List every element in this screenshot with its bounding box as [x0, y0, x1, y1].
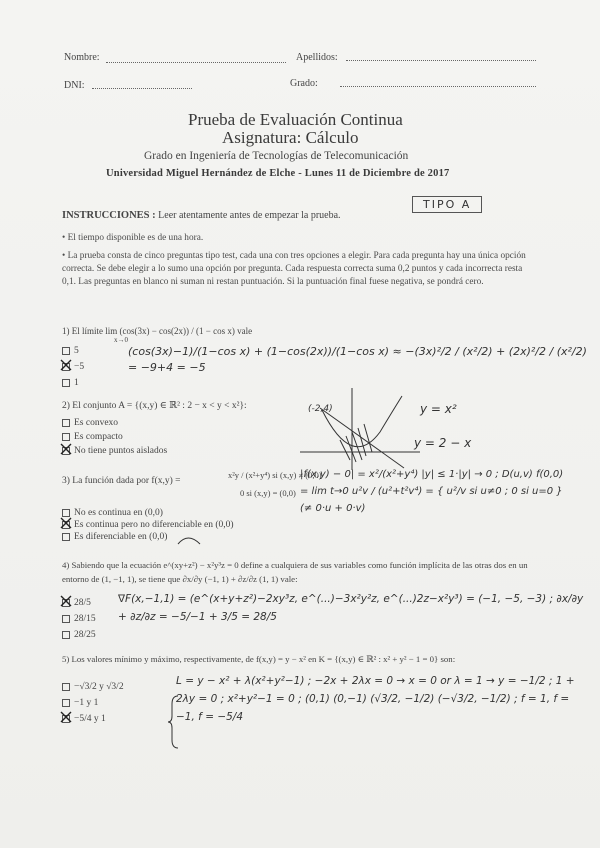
q2-label-parabola: y = x² [420, 402, 457, 416]
question-1-text: 1) El límite lim (cos(3x) − cos(2x)) / (1 − cos x) vale [62, 326, 253, 336]
option-label: No tiene puntos aislados [74, 446, 168, 456]
exam-degree: Grado en Ingeniería de Tecnologías de Telecomunicación [144, 150, 409, 162]
apellidos-label: Apellidos: [296, 52, 338, 63]
question-5-text: 5) Los valores mínimo y máximo, respectivamente, de f(x,y) = y − x² en K = {(x,y) ∈ ℝ² : x² + y² − 1 = 0} son: [62, 654, 456, 664]
option-label: Es compacto [74, 432, 123, 442]
q4-answer-mark [61, 596, 71, 606]
question-3-piece-2: 0 si (x,y) = (0,0) [240, 488, 296, 498]
q2-label-point: (-2,4) [308, 404, 333, 414]
nombre-label: Nombre: [64, 52, 100, 63]
option-label: Es diferenciable en (0,0) [74, 532, 168, 542]
q2-answer-mark [61, 444, 71, 454]
question-3-handwritten-work: |f(x,y) − 0| = x²/(x²+y⁴) |y| ≤ 1·|y| → 0 ; D(u,v) f(0,0) = lim t→0 u²v / (u²+t²v⁴) = { u²/v si u≠0 ; 0 si u=0 } (≠ 0·u + 0·v) [300, 469, 564, 514]
bullet-icon: • [62, 251, 68, 261]
instructions-heading-text: Leer atentamente antes de empezar la prueba. [158, 210, 341, 221]
exam-type-box: TIPO A [412, 196, 482, 213]
option-label: −5/4 y 1 [74, 714, 106, 724]
exam-university-date: Universidad Miguel Hernández de Elche - Lunes 11 de Diciembre de 2017 [106, 168, 450, 179]
option-label: −5 [74, 362, 85, 372]
option-label: −1 y 1 [74, 698, 99, 708]
question-1-limit-sub: x→0 [114, 336, 128, 344]
question-5-handwritten-work: L = y − x² + λ(x²+y²−1) ; −2x + 2λx = 0 → x = 0 or λ = 1 → y = −1/2 ; 1 + 2λy = 0 ; x²+y²−1 = 0 ; (0,1) (0,−1) (√3/2, −1/2) (−√3/2, −1/2) ; f = 1, f = −1, f = −5/4 [176, 675, 575, 723]
instructions-heading: INSTRUCCIONES : [62, 210, 156, 221]
question-3-piece-1: x²y / (x²+y⁴) si (x,y) ≠ (0,0) [228, 470, 322, 480]
q2-sketch [300, 388, 420, 470]
q5-brace [168, 696, 178, 748]
dni-label: DNI: [64, 80, 85, 91]
option-label: 28/5 [74, 598, 91, 608]
option-label: Es convexo [74, 418, 119, 428]
q3-answer-mark [61, 518, 71, 528]
instruction-bullet-text: La prueba consta de cinco preguntas tipo test, cada una con tres opciones a elegir. Para cada pregunta hay una única opción correcta. Se debe elegir a lo sumo una opción por pregunta. Cada respuesta correcta suma 0,2 puntos y cada incorrecta resta 0,1. Las preguntas en blanco ni suman ni restan puntuación. Si la puntuación final fuese negativa, se pondrá cero. [62, 251, 526, 287]
bullet-icon: • [62, 233, 68, 243]
question-4-handwritten-work: ∇F(x,−1,1) = (e^(x+y+z²)−2xy³z, e^(...)−3x²y²z, e^(...)2z−x²y³) = (−1, −5, −3) ; ∂x/∂y + ∂z/∂z = −5/−1 + 3/5 = 28/5 [118, 593, 584, 623]
option-label: 5 [74, 346, 79, 356]
option-label: −√3/2 y √3/2 [74, 682, 124, 692]
exam-title: Prueba de Evaluación Continua [188, 110, 403, 129]
grado-label: Grado: [290, 78, 318, 89]
question-4-text: 4) Sabiendo que la ecuación e^(xy+z²) − x²y³z = 0 define a cualquiera de sus variables como función implícita de las otras dos en un entorno de (1, −1, 1), se tiene que ∂x/∂y (−1, 1) + ∂z/∂z (1, 1) vale: [62, 560, 528, 584]
question-3-text: 3) La función dada por f(x,y) = [62, 476, 181, 486]
question-2-text: 2) El conjunto A = {(x,y) ∈ ℝ² : 2 − x < y < x²}: [62, 401, 247, 411]
instruction-bullet-text: El tiempo disponible es de una hora. [67, 233, 204, 243]
q1-answer-mark [61, 360, 71, 370]
q4-scribble [178, 538, 200, 544]
exam-subject: Asignatura: Cálculo [222, 128, 359, 147]
option-label: 1 [74, 378, 79, 388]
option-label: Es continua pero no diferenciable en (0,0) [74, 520, 234, 530]
q5-answer-mark [61, 712, 71, 722]
q2-label-line: y = 2 − x [414, 436, 472, 450]
option-label: 28/15 [74, 614, 96, 624]
option-label: No es continua en (0,0) [74, 508, 163, 518]
option-label: 28/25 [74, 630, 96, 640]
question-1-handwritten-work: (cos(3x)−1)/(1−cos x) + (1−cos(2x))/(1−cos x) ≈ −(3x)²/2 / (x²/2) + (2x)²/2 / (x²/2) = −9+4 = −5 [128, 345, 587, 374]
